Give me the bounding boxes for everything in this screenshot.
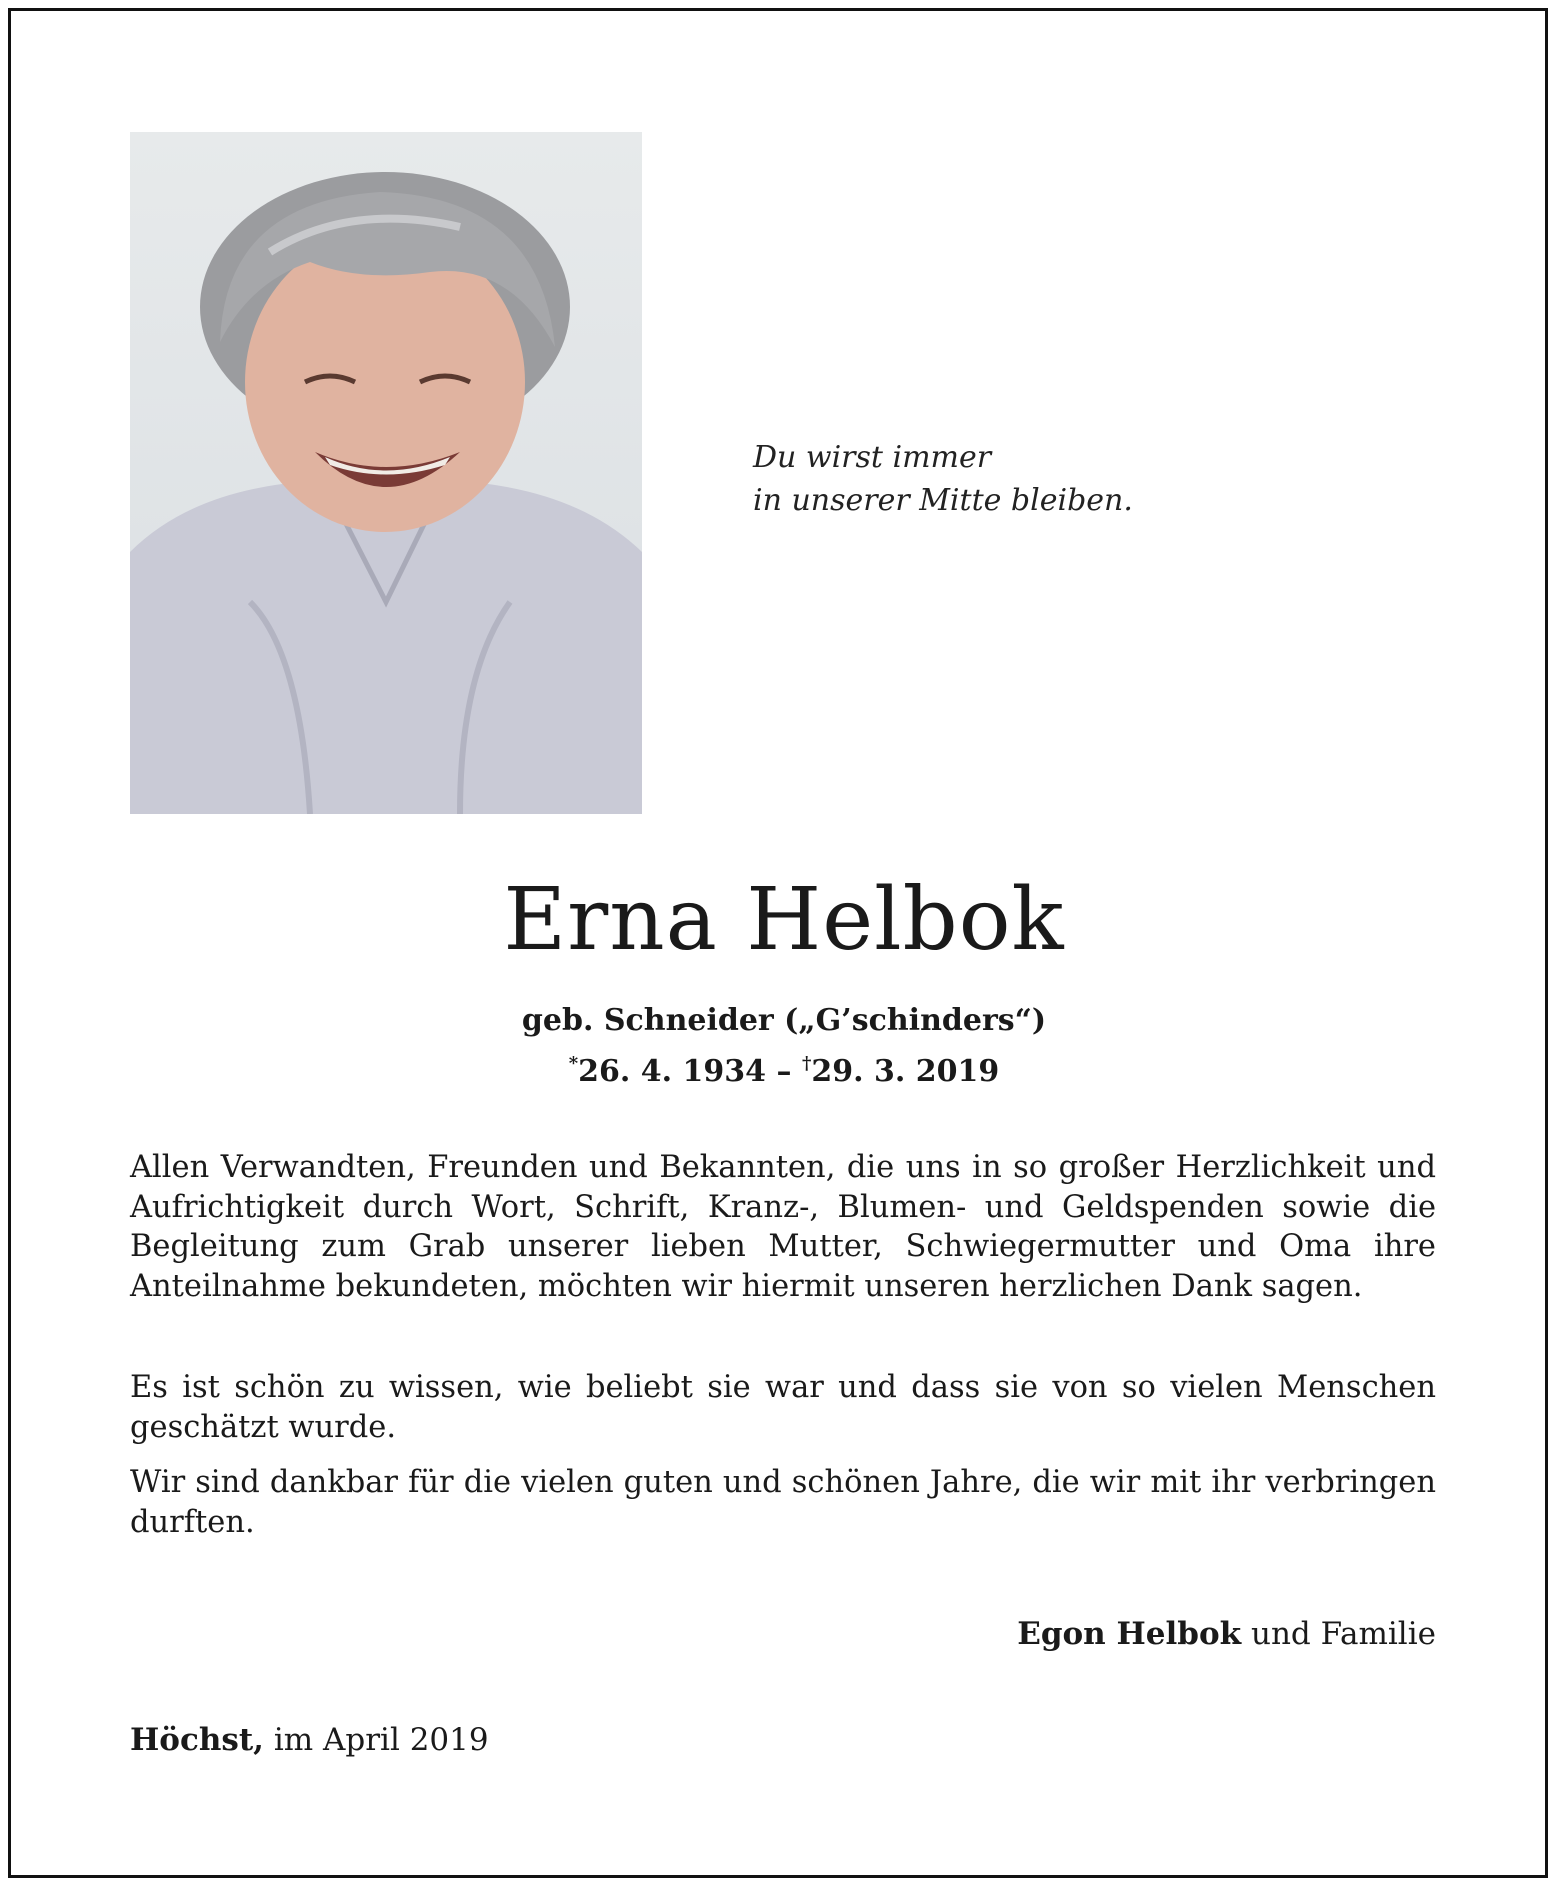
date-separator: –: [766, 1054, 802, 1089]
place-date: [130, 1720, 489, 1760]
motto-quote: [753, 436, 1133, 522]
place-month: im April 2019: [273, 1722, 489, 1758]
maiden-name-line: geb. Schneider („G’schinders“): [521, 1003, 1047, 1038]
place-town: Höchst,: [130, 1722, 264, 1758]
signature: [1017, 1614, 1436, 1654]
portrait-photo: [130, 132, 642, 814]
birth-date: 26. 4. 1934: [578, 1054, 767, 1089]
death-mark: †: [801, 1053, 812, 1074]
signature-name: Egon Helbok: [1017, 1616, 1242, 1652]
life-dates: [0, 1045, 1568, 1091]
motto-line-1: Du wirst immer: [753, 440, 992, 475]
thanks-paragraph-3: Wir sind dankbar für die vielen guten und schönen Jahre, die wir mit ihr verbringen durften.: [130, 1465, 1436, 1540]
birth-mark: *: [568, 1053, 579, 1074]
thanks-paragraph-2: Es ist schön zu wissen, wie beliebt sie war und dass sie von so vielen Menschen geschätzt wurde.: [130, 1370, 1436, 1445]
thanks-paragraph-1: Allen Verwandten, Freunden und Bekannten, die uns in so großer Herzlichkeit und Aufrichtigkeit durch Wort, Schrift, Kranz-, Blumen- und Geldspenden sowie die Begleitung zum Grab unserer lieben Mutter, Schwiegermutter und Oma ihre Anteilnahme bekundeten, möchten wir hiermit unseren herzlichen Dank sagen.: [130, 1150, 1436, 1304]
signature-suffix: und Familie: [1250, 1616, 1436, 1652]
deceased-name: Erna Helbok: [503, 870, 1065, 970]
death-date: 29. 3. 2019: [811, 1054, 1000, 1089]
motto-line-2: in unserer Mitte bleiben.: [753, 483, 1133, 518]
